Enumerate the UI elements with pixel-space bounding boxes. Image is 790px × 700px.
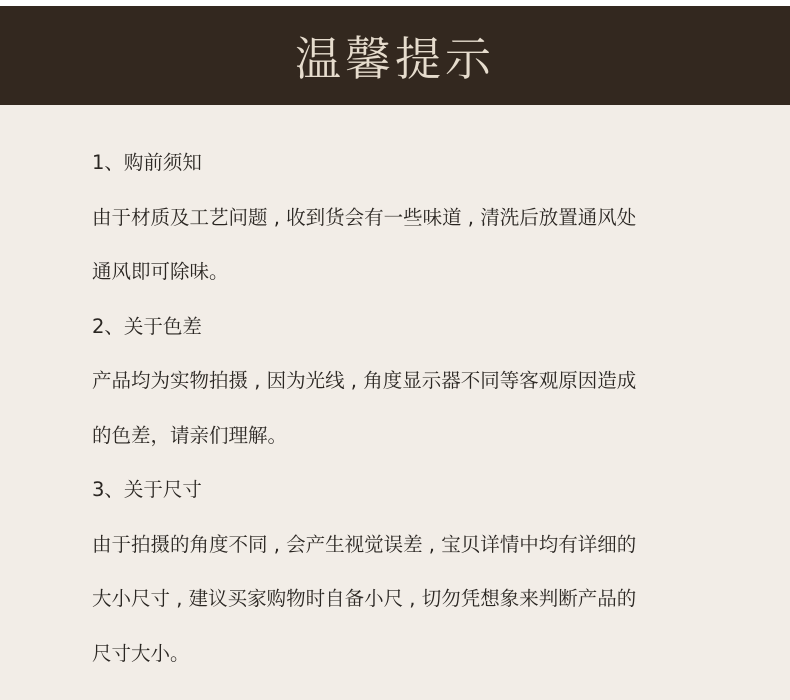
section-heading-size: 3、关于尺寸 <box>92 478 202 501</box>
paragraph-line: 由于材质及工艺问题 , 收到货会有一些味道 , 清洗后放置通风处 <box>92 205 637 229</box>
paragraph-line: 通风即可除味。 <box>92 260 229 283</box>
page-title: 温馨提示 <box>295 31 495 86</box>
section-heading-color: 2、关于色差 <box>92 314 202 338</box>
paragraph-line: 大小尺寸 , 建议买家购物时自备小尺 , 切勿凭想象来判断产品的 <box>92 587 637 610</box>
paragraph-line: 产品均为实物拍摄 , 因为光线 , 角度显示器不同等客观原因造成 <box>92 369 637 392</box>
paragraph-line: 尺寸大小。 <box>92 641 190 665</box>
header-banner <box>0 6 790 105</box>
paragraph-line: 的色差，请亲们理解。 <box>92 423 288 447</box>
notice-content <box>92 136 732 681</box>
section-heading-purchase: 1、购前须知 <box>92 151 202 174</box>
paragraph-line: 由于拍摄的角度不同 , 会产生视觉误差 , 宝贝详情中均有详细的 <box>92 532 637 556</box>
